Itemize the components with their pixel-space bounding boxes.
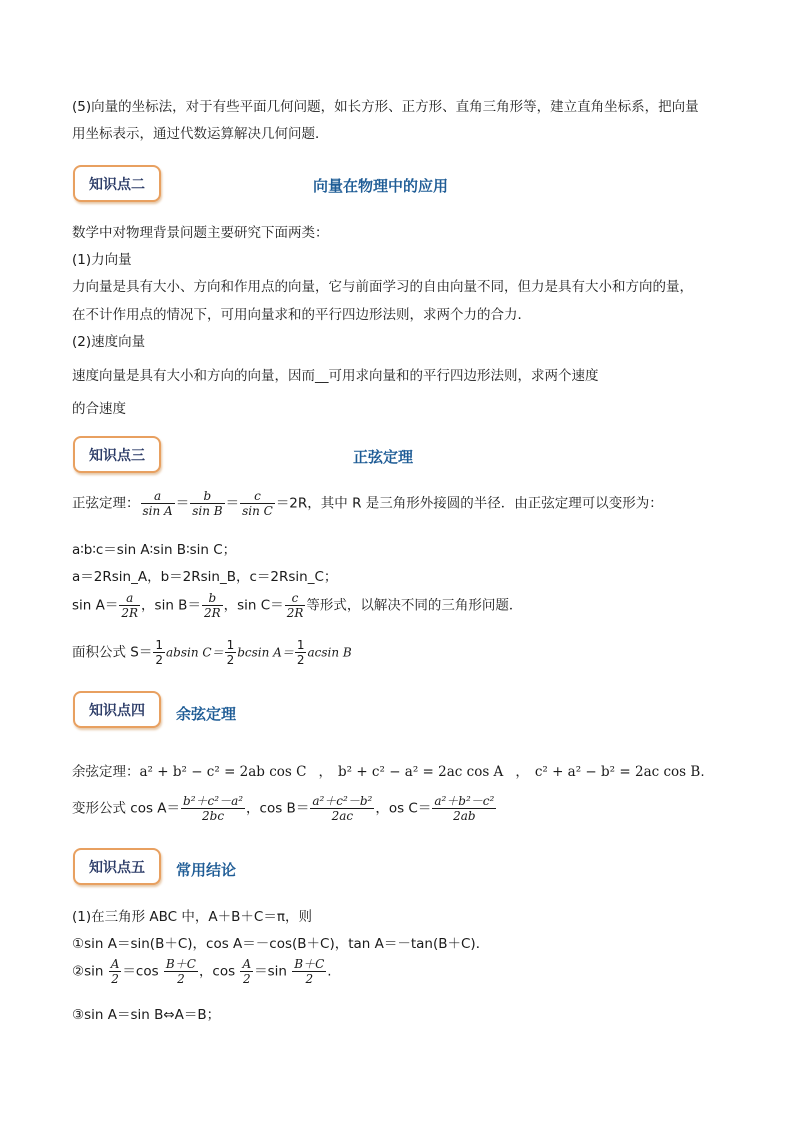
fraction-cosA: $\frac{\text{b²＋c²－a²}}{2bc}$ (183, 794, 244, 823)
badge-knowledge-point-4: 知识点四 (73, 691, 161, 728)
sine-sides-line: a＝2Rsin_A，b＝2Rsin_B，c＝2Rsin_C； (72, 569, 338, 585)
k5-line-3: ②sin $\frac{A}{2}$ ＝cos $\frac{B+C}{2}$ ，cos $\frac{A}{2}$ ＝sin $\frac{B+C}{2}$ . (72, 957, 332, 986)
section-title-physics: 向量在物理中的应用 (313, 177, 449, 195)
fraction-half-2: $\frac{1}{2}$ (226, 638, 235, 667)
k2-line-5: (2)速度向量 (72, 334, 146, 350)
fraction-b-sinB: $\frac{b}{\text{sin B}}$ (192, 489, 223, 518)
cosine-law-3: c² + a² − b² = 2ac cos B (534, 764, 701, 780)
sine-law-formula: 正弦定理： $\frac{a}{\text{sin A}}$ ＝ $\frac{b}{\text{sin B}}$ ＝ $\frac{c}{\text{sin C}}$ ＝2R，其中 R 是三角形外接圆的半径．由正弦定理可以变形为： (72, 489, 663, 518)
fraction-BC-2-b: $\frac{B+C}{2}$ (294, 957, 325, 986)
sine-law-label: 正弦定理： (72, 495, 140, 512)
badge-knowledge-point-2: 知识点二 (73, 165, 161, 202)
cosine-law-1: a² + b² − c² = 2ab cos C (139, 764, 307, 780)
section-title-cosine-law: 余弦定理 (176, 705, 237, 723)
fraction-c-sinC: $\frac{c}{\text{sin C}}$ (242, 489, 273, 518)
k5-line-4: ③sin A＝sin B⇔A＝B； (72, 1007, 221, 1023)
fraction-cosB: $\frac{\text{a²＋c²－b²}}{2ac}$ (312, 794, 373, 823)
k2-line-7: 的合速度 (72, 401, 126, 417)
fraction-a-sinA: $\frac{a}{\text{sin A}}$ (142, 489, 173, 518)
k5-line-2: ①sin A＝sin(B＋C)，cos A＝－cos(B＋C)，tan A＝－tan(B＋C)． (72, 936, 490, 952)
fraction-BC-2: $\frac{B+C}{2}$ (165, 957, 196, 986)
section-title-common-conclusions: 常用结论 (176, 861, 237, 879)
k2-line-2: (1)力向量 (72, 252, 132, 268)
intro-line-1: (5)向量的坐标法，对于有些平面几何问题，如长方形、正方形、直角三角形等，建立直角坐标系，把向量 (72, 99, 699, 115)
fraction-A-2: $\frac{A}{2}$ (110, 957, 120, 986)
sine-ratio-line: a∶b∶c＝sin A∶sin B∶sin C； (72, 542, 237, 558)
k2-line-3: 力向量是具有大小、方向和作用点的向量，它与前面学习的自由向量不同，但力是具有大小和方向的量， (72, 279, 693, 295)
k2-line-1: 数学中对物理背景问题主要研究下面两类： (72, 225, 329, 241)
fraction-cosC: $\frac{\text{a²＋b²－c²}}{2ab}$ (434, 794, 495, 823)
cosine-law-2: b² + c² − a² = 2ac cos A (337, 764, 504, 780)
fraction-half-3: $\frac{1}{2}$ (296, 638, 305, 667)
sine-law-tail: ＝2R，其中 R 是三角形外接圆的半径．由正弦定理可以变形为： (275, 495, 663, 512)
section-title-sine-law: 正弦定理 (353, 448, 414, 466)
fraction-A-2-b: $\frac{A}{2}$ (242, 957, 252, 986)
fraction-half-1: $\frac{1}{2}$ (155, 638, 164, 667)
intro-line-2: 用坐标表示，通过代数运算解决几何问题． (72, 126, 329, 142)
badge-knowledge-point-5: 知识点五 (73, 848, 161, 885)
sine-forms-line: sin A＝ $\frac{a}{2R}$ ，sin B＝ $\frac{b}{2R}$ ，sin C＝ $\frac{c}{2R}$ 等形式，以解决不同的三角形问题． (72, 591, 523, 620)
fraction-c-2R: $\frac{c}{2R}$ (286, 591, 304, 620)
k2-line-6: 速度向量是具有大小和方向的向量，因而__可用求向量和的平行四边形法则，求两个速度 (72, 368, 599, 384)
badge-knowledge-point-3: 知识点三 (73, 436, 161, 473)
k2-line-4: 在不计作用点的情况下，可用向量求和的平行四边形法则，求两个力的合力． (72, 307, 531, 323)
cosine-variant-line: 变形公式 cos A＝ $\frac{\text{b²＋c²－a²}}{2bc}$ ，cos B＝ $\frac{\text{a²＋c²－b²}}{2ac}$ ，os C＝ $\frac{\text{a²＋b²－c²}}{2ab}$ (72, 794, 495, 823)
fraction-b-2R: $\frac{b}{2R}$ (203, 591, 221, 620)
cosine-law-line: 余弦定理：a² + b² − c² = 2ab cos C ， b² + c² − a² = 2ac cos A ， c² + a² − b² = 2ac cos B. (72, 764, 705, 780)
fraction-a-2R: $\frac{a}{2R}$ (121, 591, 139, 620)
area-formula-line: 面积公式 S＝ $\frac{1}{2}$ absin C＝ $\frac{1}{2}$ bcsin A＝ $\frac{1}{2}$ acsin B (72, 638, 352, 667)
k5-line-1: (1)在三角形 ABC 中，A＋B＋C＝π，则 (72, 909, 312, 925)
